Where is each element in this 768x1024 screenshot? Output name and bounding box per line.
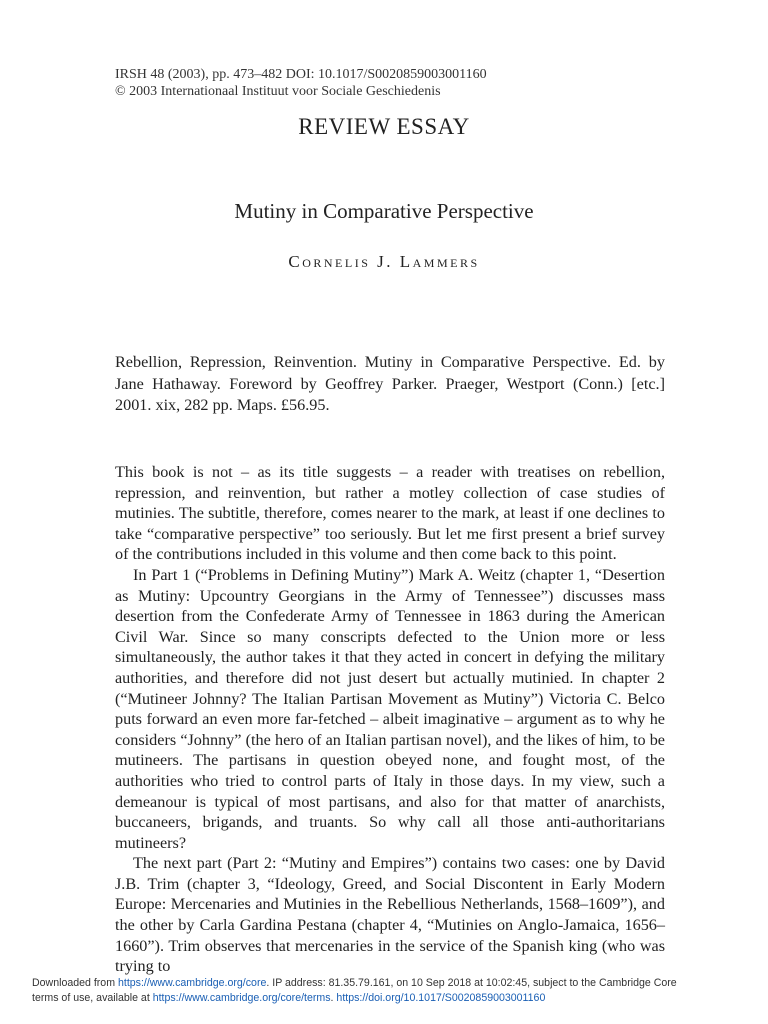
author-name: Cornelis J. Lammers [288,252,480,271]
footer-text: terms of use, available at [32,992,153,1004]
section-label: REVIEW ESSAY [298,114,470,139]
header-meta [115,66,487,100]
journal-citation-line: IRSH 48 (2003), pp. 473–482 DOI: 10.1017/S0020859003001160 [115,67,487,82]
copyright-line: © 2003 Internationaal Instituut voor Sociale Geschiedenis [115,84,441,99]
paragraph: This book is not – as its title suggests – a reader with treatises on rebellion, repression, and reinvention, but rather a motley collection of case studies of mutinies. The subtitle, therefore, comes nearer to the mark, at least if one declines to take “comparative perspective” too seriously. But let me first present a brief survey of the contributions included in this volume and then come back to this point. [115,463,665,564]
footer-text: . [330,992,337,1004]
article-title: Mutiny in Comparative Perspective [234,199,534,223]
terms-link[interactable]: https://www.cambridge.org/core/terms [152,992,331,1004]
doi-link[interactable]: https://doi.org/10.1017/S0020859003001160 [336,992,546,1004]
footer-text: . IP address: 81.35.79.161, on 10 Sep 2018 at 10:02:45, subject to the Cambridge Core [266,977,677,989]
paragraph: In Part 1 (“Problems in Defining Mutiny”) Mark A. Weitz (chapter 1, “Desertion as Mutiny: Upcountry Georgians in the Army of Tennessee”) discusses mass desertion from the Confederate Army of Tennessee in 1863 during the American Civil War. Since so many conscripts defected to the Union more or less simultaneously, the author takes it that they acted in concert in defying the military authorities, and therefore did not just desert but actually mutinied. In chapter 2 (“Mutineer Johnny? The Italian Partisan Movement as Mutiny”) Victoria C. Belco puts forward an even more far-fetched – albeit imaginative – argument as to why he considers “Johnny” (the hero of an Italian partisan novel), and the likes of him, to be mutineers. The partisans in question obeyed none, and fought most, of the authorities who tried to control parts of Italy in those days. In my view, such a demeanour is typical of most partisans, and also for that matter of anarchists, buccaneers, brigands, and truants. So why call all those anti-authoritarians mutineers? [115,565,665,852]
cambridge-core-link[interactable]: https://www.cambridge.org/core [117,977,267,989]
download-footer [32,976,752,1006]
book-citation: Rebellion, Repression, Reinvention. Mutiny in Comparative Perspective. Ed. by Jane Hathaway. Foreword by Geoffrey Parker. Praeger, Westport (Conn.) [etc.] 2001. xix, 282 pp. Maps. £56.95. [115,353,665,415]
article-body [115,462,665,977]
paragraph: The next part (Part 2: “Mutiny and Empires”) contains two cases: one by David J.B. Trim (chapter 3, “Ideology, Greed, and Social Discontent in Early Modern Europe: Mercenaries and Mutinies in the Rebellious Netherlands, 1568–1609”), and the other by Carla Gardina Pestana (chapter 4, “Mutinies on Anglo-Jamaica, 1656–1660”). Trim observes that mercenaries in the service of the Spanish king (who was trying to [115,854,665,976]
footer-text: Downloaded from [32,977,118,989]
